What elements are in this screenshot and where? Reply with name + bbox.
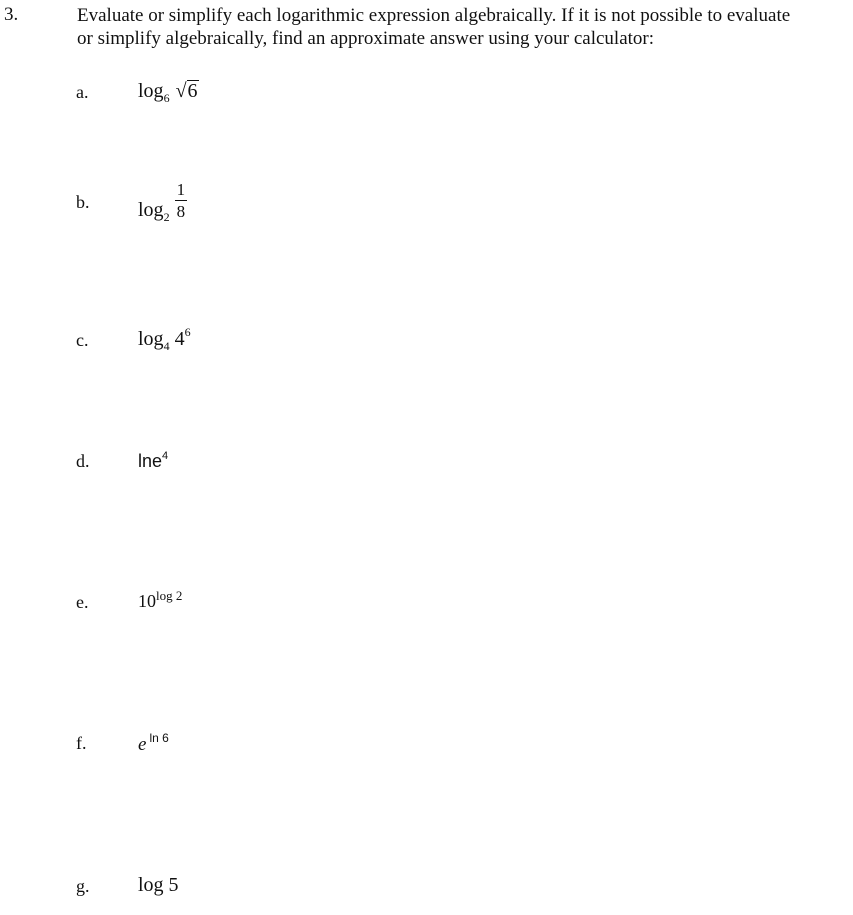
expression-d <box>138 452 168 470</box>
radicand: 6 <box>187 80 198 102</box>
expression-b <box>138 180 187 225</box>
radical-sign-icon: √ <box>175 80 187 102</box>
log-base: 2 <box>163 210 170 225</box>
item-letter-c: c. <box>76 330 89 350</box>
expression-c <box>138 325 191 353</box>
log-text: log <box>138 328 164 350</box>
power-exponent: 4 <box>162 450 169 462</box>
power-base: 10 <box>138 591 156 611</box>
power-exponent: 6 <box>184 325 191 339</box>
expression-e <box>138 588 183 611</box>
log-base: 4 <box>163 339 170 353</box>
log-text: log <box>138 199 164 222</box>
power-base: 4 <box>174 328 185 350</box>
log-text: log <box>138 80 164 102</box>
power-exponent: ln 6 <box>149 731 169 745</box>
fraction-denominator: 8 <box>176 202 186 221</box>
item-letter-a: a. <box>76 82 89 102</box>
expression-g: log 5 <box>138 874 179 896</box>
instructions-text: Evaluate or simplify each logarithmic expression algebraically. If it is not possible to evaluate or simplify algebraically, find an approximate answer using your calculator: <box>77 5 791 49</box>
power-base: e <box>138 734 147 755</box>
expression-f <box>138 731 169 755</box>
fraction-numerator: 1 <box>176 180 186 199</box>
log-base: 6 <box>163 91 170 105</box>
power-exponent: log 2 <box>156 588 183 603</box>
item-letter-f: f. <box>76 733 87 753</box>
expression-a <box>138 80 199 105</box>
item-letter-d: d. <box>76 451 90 471</box>
problem-number: 3. <box>4 4 19 25</box>
item-letter-b: b. <box>76 192 90 212</box>
fraction <box>175 181 188 220</box>
item-letter-e: e. <box>76 592 89 612</box>
item-letter-g: g. <box>76 876 90 896</box>
lne-text: lne <box>138 451 163 471</box>
square-root <box>176 80 199 102</box>
